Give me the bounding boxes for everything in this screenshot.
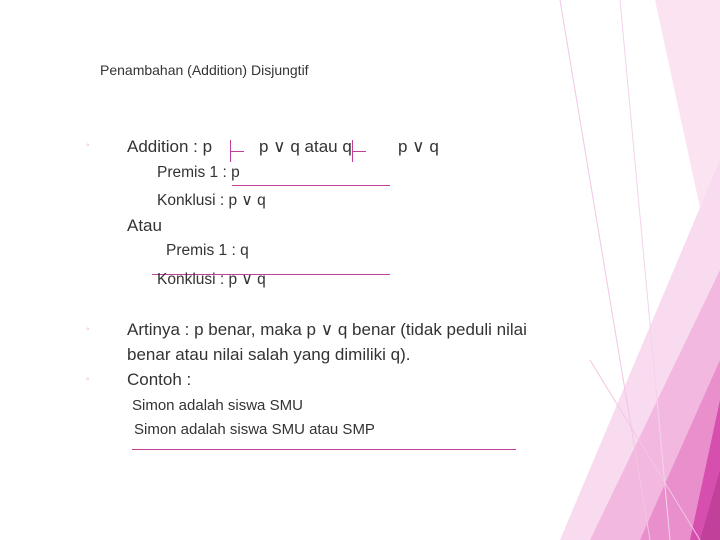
artinya-line-2: benar atau nilai salah yang dimiliki q).: [127, 345, 411, 364]
turnstile-bar-1: [230, 151, 244, 152]
example-conclusion: Simon adalah siswa SMU atau SMP: [134, 421, 375, 438]
form1-premis: Premis 1 : p: [157, 164, 240, 181]
form1-konklusi: Konklusi : p ∨ q: [157, 192, 266, 209]
example-premise: Simon adalah siswa SMU: [132, 397, 303, 414]
example-rule: [132, 449, 516, 450]
addition-middle: p ∨ q atau q: [259, 137, 352, 156]
form2-premis: Premis 1 : q: [166, 242, 249, 259]
turnstile-bar-2: [352, 151, 366, 152]
form2-konklusi: Konklusi : p ∨ q: [157, 271, 266, 288]
addition-result: p ∨ q: [398, 137, 439, 156]
bullet-marker: ◦: [86, 140, 90, 151]
form1-rule: [232, 185, 390, 186]
atau-label: Atau: [127, 216, 162, 235]
bullet-marker: ◦: [86, 374, 90, 385]
addition-label: Addition : p: [127, 137, 213, 156]
slide-title: Penambahan (Addition) Disjungtif: [100, 62, 309, 78]
contoh-label: Contoh :: [127, 370, 192, 389]
bullet-marker: ◦: [86, 324, 90, 335]
artinya-line-1: Artinya : p benar, maka p ∨ q benar (tidak peduli nilai: [127, 320, 527, 339]
